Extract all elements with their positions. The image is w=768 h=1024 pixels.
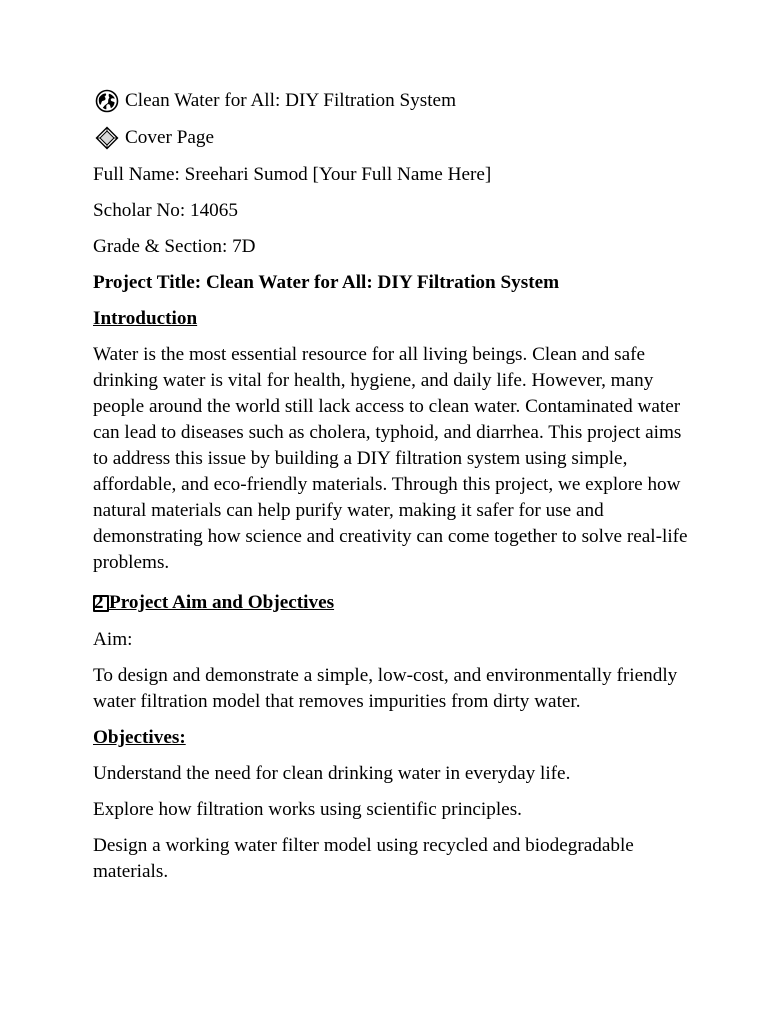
section-number: 2	[94, 592, 104, 613]
full-name-field: Full Name: Sreehari Sumod [Your Full Name Here]	[93, 164, 492, 185]
grade-section-field: Grade & Section: 7D	[93, 236, 256, 257]
aims-section-heading	[93, 590, 688, 616]
document-title: Clean Water for All: DIY Filtration System	[125, 90, 456, 111]
introduction-body: Water is the most essential resource for all living beings. Clean and safe drinking water is vital for health, hygiene, and daily life. However, many people around the world still lack access to clean water. Contaminated water can lead to diseases such as cholera, typhoid, and diarrhea. This project aims to address this issue by building a DIY filtration system using simple, affordable, and eco-friendly materials. Through this project, we explore how natural materials can help purify water, making it safer for use and demonstrating how science and creativity can come together to solve real-life problems.	[93, 344, 688, 573]
section-number-badge	[93, 592, 108, 613]
aim-body: To design and demonstrate a simple, low-cost, and environmentally friendly water filtration model that removes impurities from dirty water.	[93, 665, 678, 712]
introduction-heading: Introduction	[93, 308, 198, 329]
scholar-no-field: Scholar No: 14065	[93, 200, 238, 221]
globe-icon	[95, 89, 119, 113]
cover-page-line	[93, 125, 688, 151]
project-title: Project Title: Clean Water for All: DIY Filtration System	[93, 272, 560, 293]
objective-item: Explore how filtration works using scientific principles.	[93, 799, 522, 820]
document-title-line	[93, 88, 688, 114]
aim-label: Aim:	[93, 629, 133, 650]
aims-section-title: Project Aim and Objectives	[109, 592, 335, 613]
objective-item: Understand the need for clean drinking water in everyday life.	[93, 763, 571, 784]
diamond-icon	[95, 126, 119, 150]
objectives-heading: Objectives:	[93, 727, 186, 748]
objective-item: Design a working water filter model using recycled and biodegradable materials.	[93, 835, 634, 882]
cover-page-label: Cover Page	[125, 127, 214, 148]
